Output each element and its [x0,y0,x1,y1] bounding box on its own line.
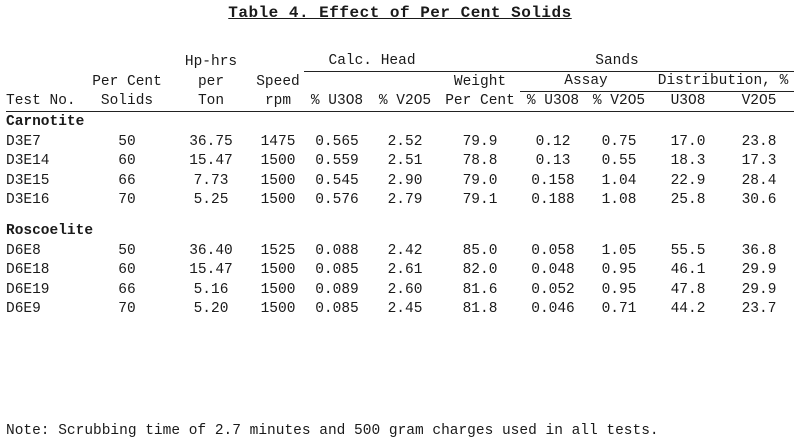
header-row-1 [6,52,794,72]
calc-u3o8-cell: 0.565 [315,133,359,150]
table-row [6,191,794,211]
weight-cell: 79.9 [462,133,498,150]
dist-u3o8-cell: 22.9 [670,172,706,189]
weight-cell: 79.0 [462,172,498,189]
assay-u3o8-cell: 0.052 [531,281,575,298]
hp-cell: 15.47 [189,262,233,279]
dist-v2o5-cell: 28.4 [741,172,777,189]
calc-v2o5-cell: 2.45 [387,301,423,318]
solids-cell: 66 [118,281,136,298]
dist-u3o8-cell: 55.5 [670,242,706,259]
calc-u3o8-cell: 0.085 [315,262,359,279]
assay-u3o8-cell: 0.158 [531,172,575,189]
group-spacer [6,211,794,221]
table-row [6,300,794,320]
group-header-row [6,112,794,133]
dist-v2o5-cell: 29.9 [741,262,777,279]
dist-u3o8-cell: 44.2 [670,301,706,318]
calc-v2o5-cell: 2.42 [387,242,423,259]
data-table [6,52,794,320]
table-body [6,112,794,320]
dist-u3o8-cell: 47.8 [670,281,706,298]
table-row [6,242,794,262]
assay-header: Assay [520,72,652,92]
hp-cell: 5.25 [193,192,229,209]
table-row [6,133,794,153]
dist-u3o8-cell: 25.8 [670,192,706,209]
speed-cell: 1525 [260,242,296,259]
speed-cell: 1475 [260,133,296,150]
calc-u3o8-cell: 0.545 [315,172,359,189]
hp-cell: 36.40 [189,242,233,259]
calc-v2o5-cell: 2.52 [387,133,423,150]
test-no-cell: D6E19 [6,281,50,298]
test-no-cell: D6E9 [6,301,41,318]
dist-v2o5-cell: 36.8 [741,242,777,259]
calc-u3o8-cell: 0.089 [315,281,359,298]
solids-cell: 70 [118,192,136,209]
solids-header-line2: Solids [100,93,154,109]
calc-v2o5-cell: 2.61 [387,262,423,279]
dist-u3o8-cell: 18.3 [670,153,706,170]
solids-cell: 60 [118,153,136,170]
dist-u3o8-header: U3O8 [670,93,706,109]
solids-header-line1: Per Cent [92,73,162,90]
test-no-cell: D6E8 [6,242,41,259]
assay-v2o5-cell: 0.95 [601,281,637,298]
calc-u3o8-cell: 0.088 [315,242,359,259]
assay-u3o8-cell: 0.058 [531,242,575,259]
assay-u3o8-cell: 0.188 [531,192,575,209]
speed-cell: 1500 [260,192,296,209]
weight-header-line2: Per Cent [445,93,515,109]
weight-cell: 81.8 [462,301,498,318]
group-header-row [6,221,794,242]
hp-cell: 15.47 [189,153,233,170]
table-note: Note: Scrubbing time of 2.7 minutes and 500 gram charges used in all tests. [6,423,659,439]
weight-cell: 78.8 [462,153,498,170]
calc-v2o5-header: % V2O5 [378,93,432,109]
speed-header-line1: Speed [256,73,300,90]
dist-u3o8-cell: 46.1 [670,262,706,279]
group-name: Roscoelite [6,222,94,239]
speed-cell: 1500 [260,172,296,189]
weight-header-line1: Weight [453,73,507,90]
calc-u3o8-header: % U3O8 [310,93,364,109]
assay-u3o8-cell: 0.048 [531,262,575,279]
table-row [6,172,794,192]
dist-v2o5-header: V2O5 [741,93,777,109]
dist-u3o8-cell: 17.0 [670,133,706,150]
hp-cell: 36.75 [189,133,233,150]
header-row-2 [6,72,794,92]
speed-header-line2: rpm [264,93,292,109]
assay-v2o5-cell: 1.08 [601,192,637,209]
weight-cell: 81.6 [462,281,498,298]
assay-v2o5-cell: 0.55 [601,153,637,170]
solids-cell: 66 [118,172,136,189]
calc-head-header: Calc. Head [304,52,440,72]
assay-v2o5-header: % V2O5 [592,93,646,109]
calc-u3o8-cell: 0.576 [315,192,359,209]
hp-header-line2: per [197,73,225,90]
sands-header: Sands [440,52,794,72]
header-row-3 [6,92,794,112]
assay-v2o5-cell: 0.75 [601,133,637,150]
speed-cell: 1500 [260,281,296,298]
speed-cell: 1500 [260,301,296,318]
assay-u3o8-cell: 0.12 [535,133,571,150]
hp-cell: 5.16 [193,281,229,298]
solids-cell: 70 [118,301,136,318]
hp-header-line3: Ton [197,93,225,109]
speed-cell: 1500 [260,262,296,279]
dist-v2o5-cell: 23.8 [741,133,777,150]
test-no-cell: D3E7 [6,133,41,150]
assay-u3o8-header: % U3O8 [526,93,580,109]
assay-u3o8-cell: 0.046 [531,301,575,318]
test-no-cell: D3E14 [6,153,50,170]
dist-v2o5-cell: 17.3 [741,153,777,170]
assay-v2o5-cell: 0.95 [601,262,637,279]
calc-u3o8-cell: 0.085 [315,301,359,318]
solids-cell: 50 [118,133,136,150]
table-row [6,261,794,281]
test-no-cell: D3E15 [6,172,50,189]
table-row [6,281,794,301]
test-no-cell: D6E18 [6,262,50,279]
table-title: Table 4. Effect of Per Cent Solids [228,4,572,22]
hp-cell: 5.20 [193,301,229,318]
assay-u3o8-cell: 0.13 [535,153,571,170]
calc-v2o5-cell: 2.51 [387,153,423,170]
group-name: Carnotite [6,114,85,130]
table-row [6,152,794,172]
calc-u3o8-cell: 0.559 [315,153,359,170]
hp-header-line1: Hp-hrs [184,53,238,70]
hp-cell: 7.73 [193,172,229,189]
calc-v2o5-cell: 2.60 [387,281,423,298]
solids-cell: 50 [118,242,136,259]
test-no-cell: D3E16 [6,192,50,209]
test-no-header: Test No. [6,93,76,109]
weight-cell: 82.0 [462,262,498,279]
distribution-header: Distribution, % [652,72,794,92]
dist-v2o5-cell: 29.9 [741,281,777,298]
calc-v2o5-cell: 2.79 [387,192,423,209]
assay-v2o5-cell: 1.04 [601,172,637,189]
dist-v2o5-cell: 30.6 [741,192,777,209]
solids-cell: 60 [118,262,136,279]
assay-v2o5-cell: 0.71 [601,301,637,318]
assay-v2o5-cell: 1.05 [601,242,637,259]
weight-cell: 85.0 [462,242,498,259]
calc-v2o5-cell: 2.90 [387,172,423,189]
speed-cell: 1500 [260,153,296,170]
weight-cell: 79.1 [462,192,498,209]
dist-v2o5-cell: 23.7 [741,301,777,318]
